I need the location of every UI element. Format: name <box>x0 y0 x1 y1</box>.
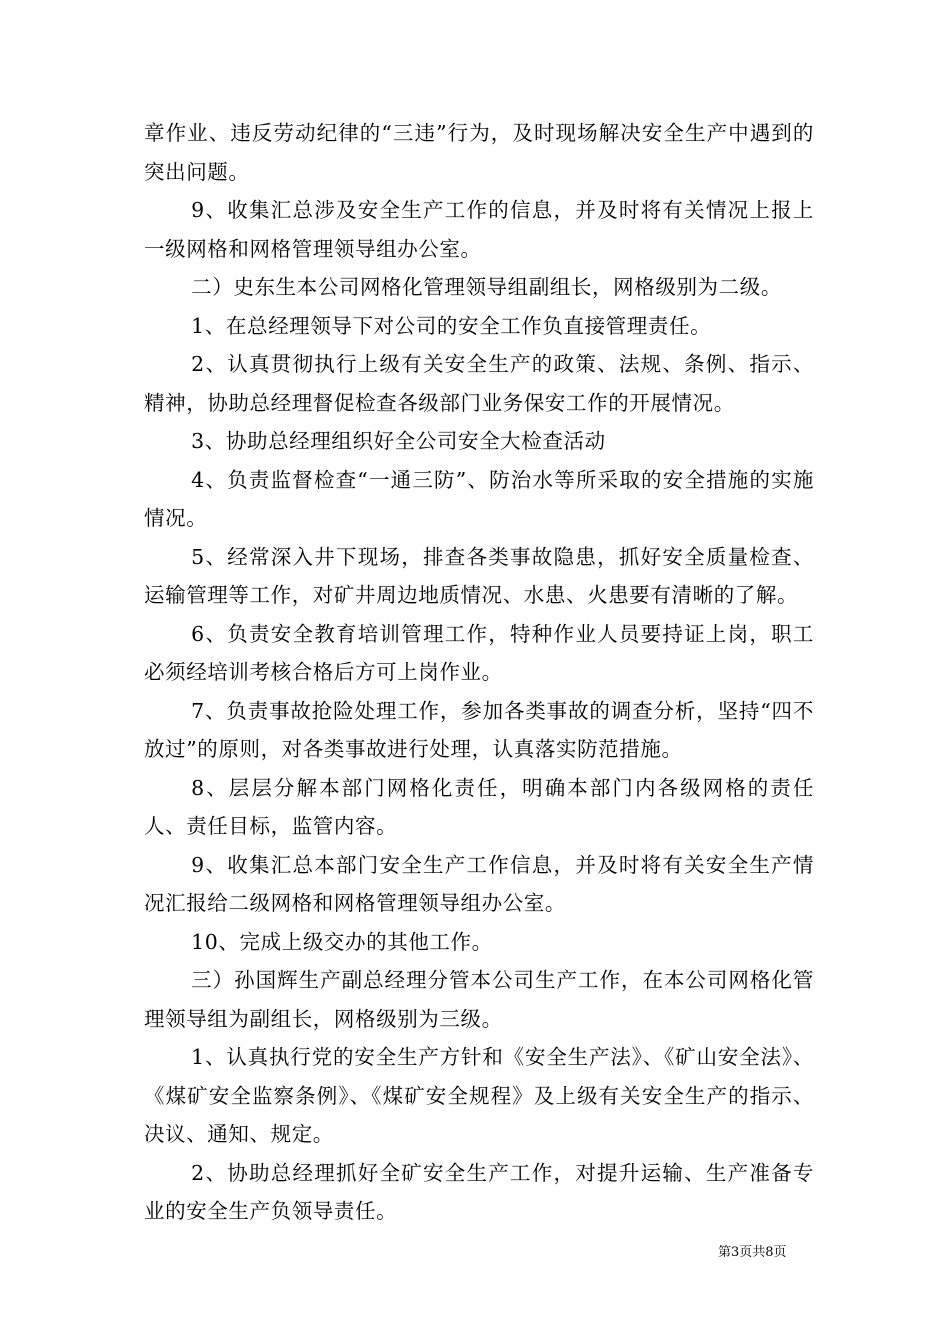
document-body <box>144 114 814 1231</box>
paragraph: 9、收集汇总涉及安全生产工作的信息，并及时将有关情况上报上一级网格和网格管理领导组办公室。 <box>144 198 814 261</box>
paragraph: 8、层层分解本部门网格化责任，明确本部门内各级网格的责任人、责任目标，监管内容。 <box>144 775 814 838</box>
paragraph: 2、认真贯彻执行上级有关安全生产的政策、法规、条例、指示、精神，协助总经理督促检查各级部门业务保安工作的开展情况。 <box>144 352 814 415</box>
page-number: 第3页共8页 <box>718 1245 787 1260</box>
paragraph: 1、在总经理领导下对公司的安全工作负直接管理责任。 <box>191 313 712 338</box>
paragraph: 4、负责监督检查“一通三防”、防治水等所采取的安全措施的实施情况。 <box>144 467 814 530</box>
paragraph: 二）史东生本公司网格化管理领导组副组长，网格级别为二级。 <box>191 275 782 299</box>
paragraph: 6、负责安全教育培训管理工作，特种作业人员要持证上岗，职工必须经培训考核合格后方可上岗作业。 <box>144 621 814 684</box>
paragraph: 2、协助总经理抓好全矿安全生产工作，对提升运输、生产准备专业的安全生产负领导责任。 <box>144 1160 814 1223</box>
paragraph: 章作业、违反劳动纪律的“三违”行为，及时现场解决安全生产中遇到的突出问题。 <box>144 121 814 184</box>
paragraph: 三）孙国辉生产副总经理分管本公司生产工作，在本公司网格化管理领导组为副组长，网格级别为三级。 <box>144 968 814 1031</box>
paragraph: 5、经常深入井下现场，排查各类事故隐患，抓好安全质量检查、运输管理等工作，对矿井周边地质情况、水患、火患要有清晰的了解。 <box>144 544 814 607</box>
paragraph: 7、负责事故抢险处理工作，参加各类事故的调查分析，坚持“四不放过”的原则，对各类事故进行处理，认真落实防范措施。 <box>144 698 814 761</box>
paragraph: 3、协助总经理组织好全公司安全大检查活动 <box>191 429 606 453</box>
paragraph: 10、完成上级交办的其他工作。 <box>191 929 493 954</box>
paragraph: 1、认真执行党的安全生产方针和《安全生产法》、《矿山安全法》、《煤矿安全监察条例》、《煤矿安全规程》及上级有关安全生产的指示、决议、通知、规定。 <box>144 1045 814 1146</box>
paragraph: 9、收集汇总本部门安全生产工作信息，并及时将有关安全生产情况汇报给二级网格和网格管理领导组办公室。 <box>144 852 814 915</box>
